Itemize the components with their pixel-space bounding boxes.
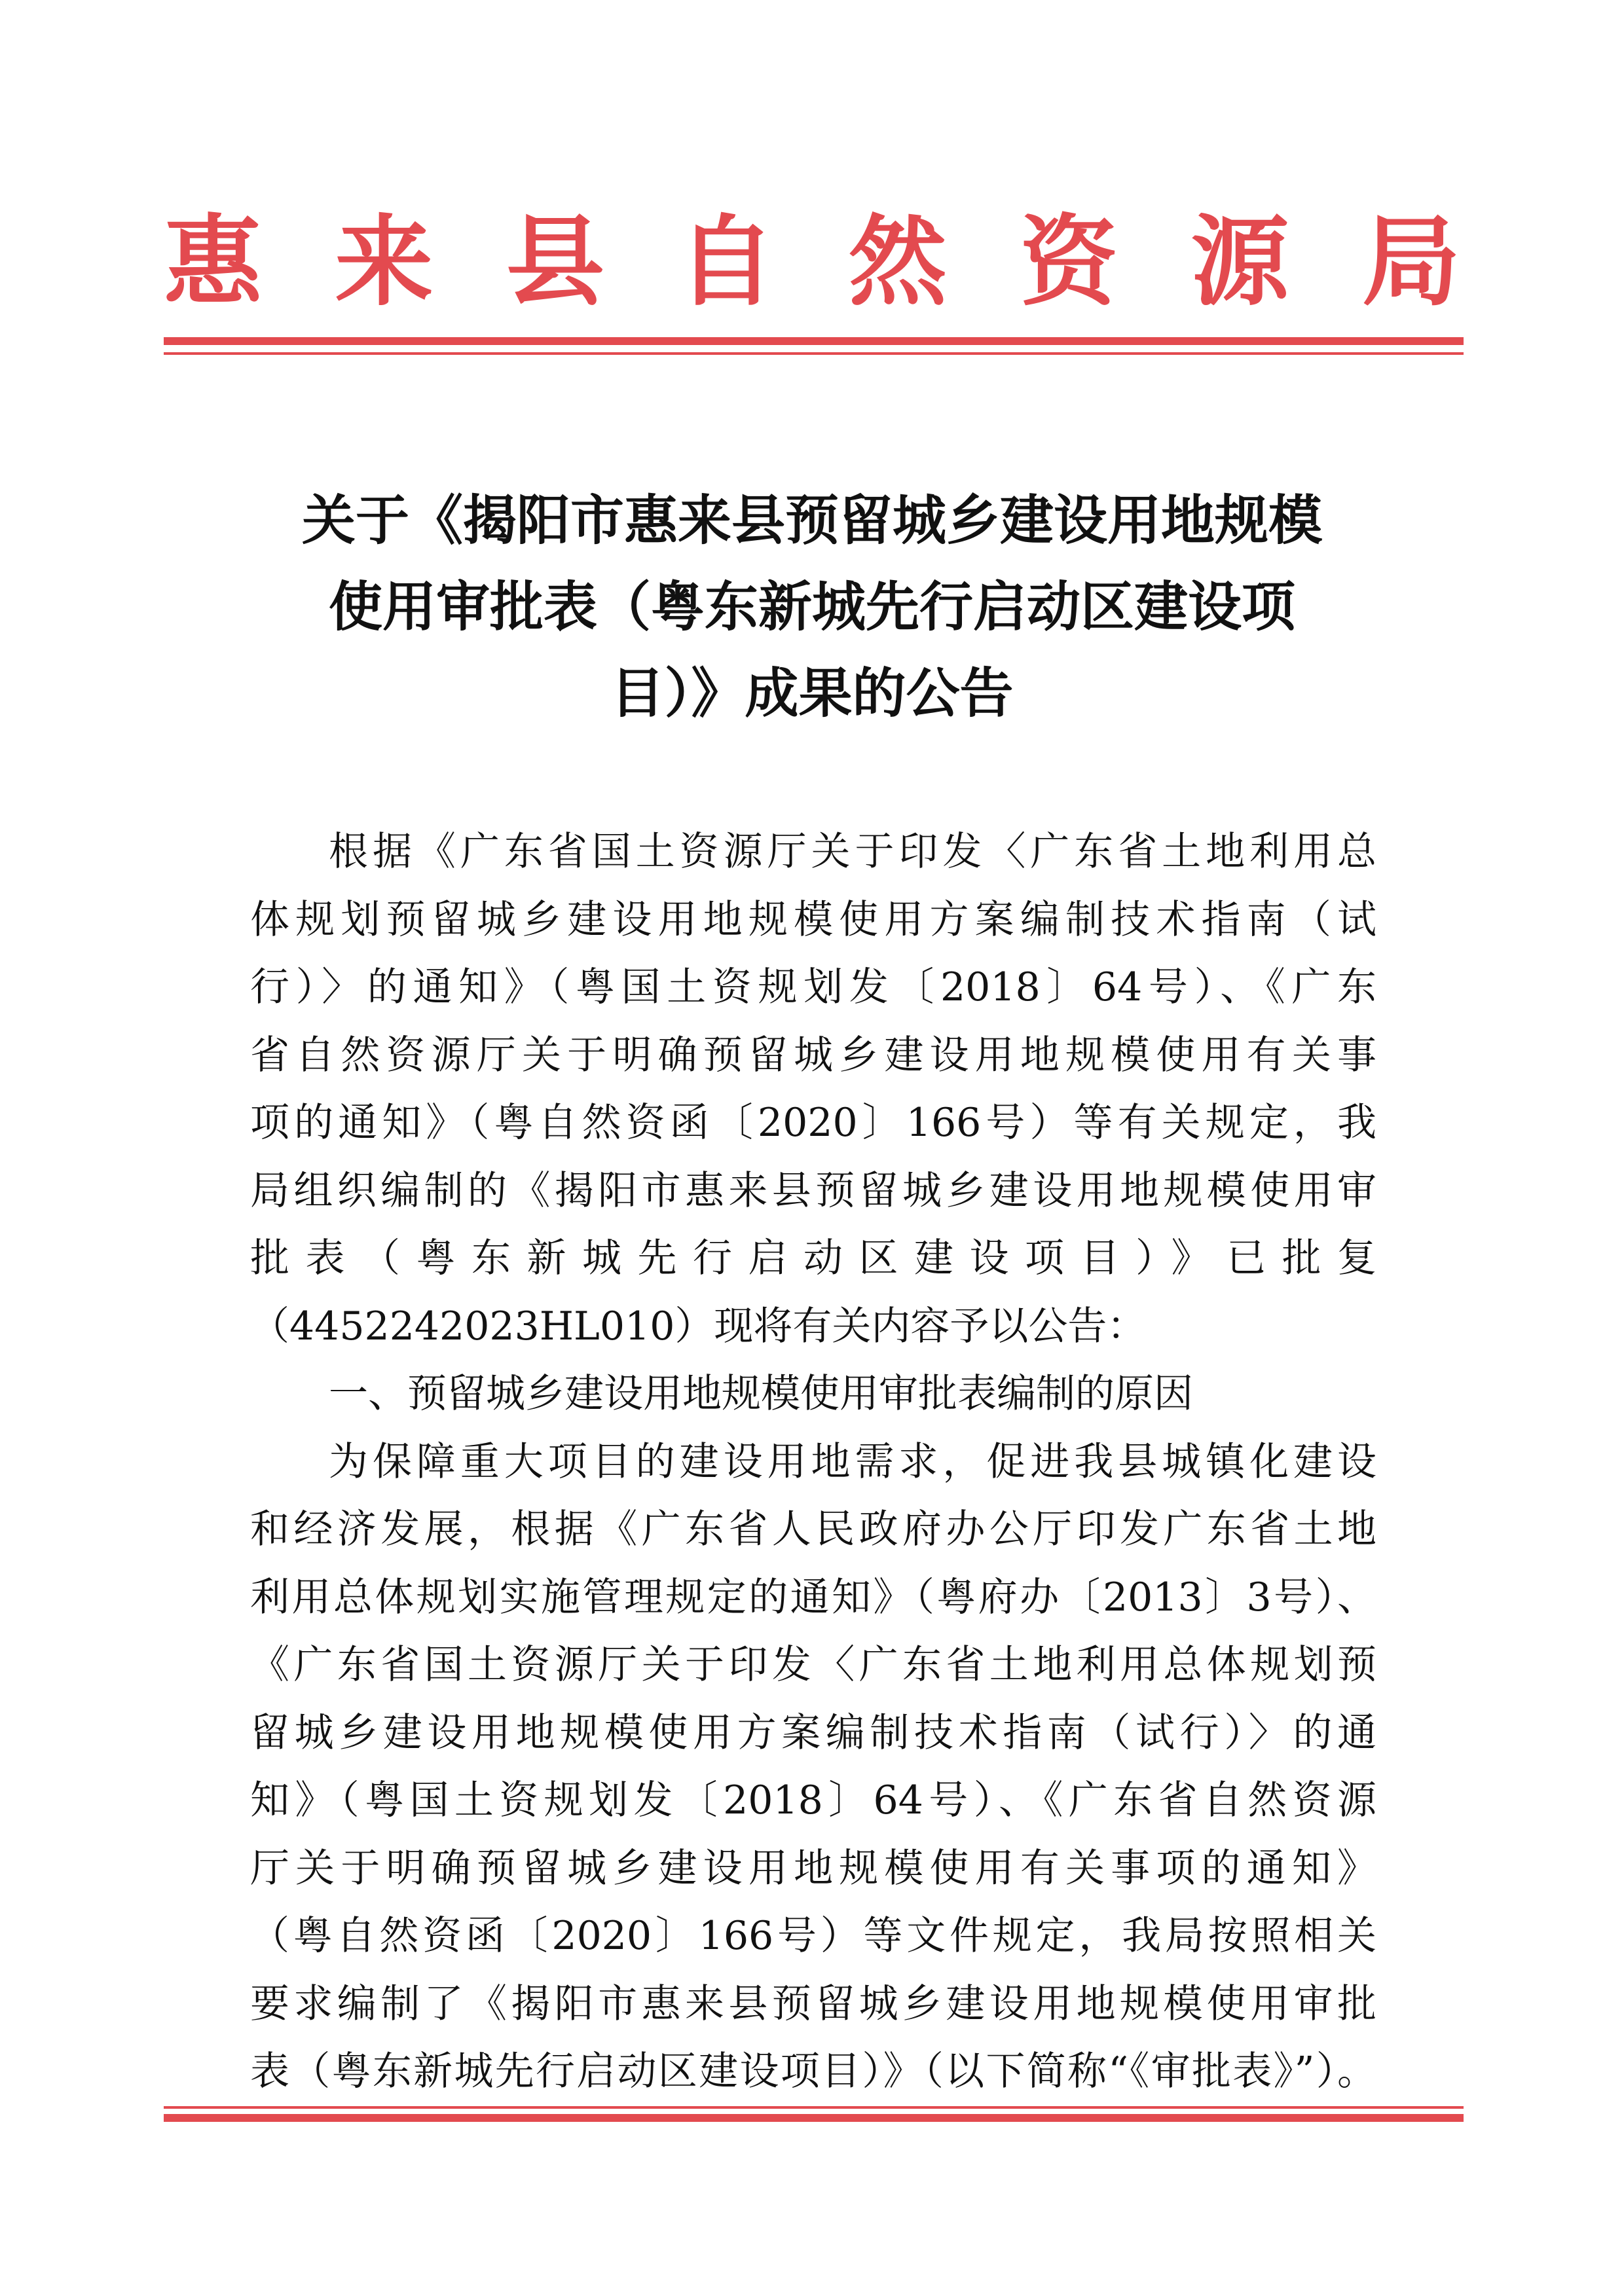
body-line: 和经济发展，根据《广东省人民政府办公厅印发广东省土地 (250, 1506, 1376, 1552)
issuer-char: 源 (1190, 204, 1289, 319)
body-line: 利用总体规划实施管理规定的通知》（粤府办〔2013〕3号）、 (250, 1574, 1376, 1620)
issuer-char: 然 (848, 204, 947, 319)
body-line: 局组织编制的《揭阳市惠来县预留城乡建设用地规模使用审 (250, 1167, 1376, 1214)
body-line: （4452242023HL010）现将有关内容予以公告： (250, 1303, 1147, 1349)
issuer-char: 县 (506, 204, 604, 319)
document-title (242, 478, 1382, 737)
body-line: （粤自然资函〔2020〕166号）等文件规定，我局按照相关 (250, 1913, 1376, 1959)
footer-rule-thick (164, 2114, 1464, 2122)
header-rule-thin (164, 352, 1464, 355)
body-line: 省自然资源厅关于明确预留城乡建设用地规模使用有关事 (250, 1032, 1376, 1078)
issuer-char: 来 (335, 204, 434, 319)
title-line: 使用审批表（粤东新城先行启动区建设项 (328, 576, 1295, 638)
body-line: 项的通知》（粤自然资函〔2020〕166号）等有关规定，我 (250, 1100, 1376, 1146)
body-line: 要求编制了《揭阳市惠来县预留城乡建设用地规模使用审批 (250, 1980, 1376, 2027)
body-line: 表（粤东新城先行启动区建设项目）》（以下简称“《审批表》”）。 (250, 2049, 1376, 2094)
issuer-header (164, 196, 1460, 327)
body-line: 留城乡建设用地规模使用方案编制技术指南（试行）〉的通 (250, 1709, 1376, 1756)
body-line: 批表（粤东新城先行启动区建设项目）》已批复 (250, 1235, 1376, 1281)
body-line: 根据《广东省国土资源厅关于印发〈广东省土地利用总 (329, 829, 1376, 875)
body-line: 知》（粤国土资规划发〔2018〕64号）、《广东省自然资源 (250, 1777, 1376, 1823)
body-line: 体规划预留城乡建设用地规模使用方案编制技术指南（试 (250, 896, 1376, 943)
title-line: 目）》成果的公告 (610, 663, 1014, 725)
issuer-char: 资 (1020, 204, 1118, 319)
body-line: 行）〉的通知》（粤国土资规划发〔2018〕64号）、《广东 (250, 964, 1376, 1010)
document-body (250, 818, 1376, 2106)
issuer-char: 局 (1361, 204, 1460, 319)
body-line: 《广东省国土资源厅关于印发〈广东省土地利用总体规划预 (250, 1642, 1376, 1688)
issuer-char: 自 (677, 204, 776, 319)
header-rule-thick (164, 337, 1464, 345)
body-line: 厅关于明确预留城乡建设用地规模使用有关事项的通知》 (250, 1845, 1376, 1891)
title-line: 关于《揭阳市惠来县预留城乡建设用地规模 (301, 490, 1322, 552)
footer-rule-thin (164, 2106, 1464, 2109)
body-line: 为保障重大项目的建设用地需求，促进我县城镇化建设 (329, 1438, 1376, 1485)
issuer-char: 惠 (164, 204, 263, 319)
section-heading: 一、预留城乡建设用地规模使用审批表编制的原因 (329, 1371, 1193, 1417)
